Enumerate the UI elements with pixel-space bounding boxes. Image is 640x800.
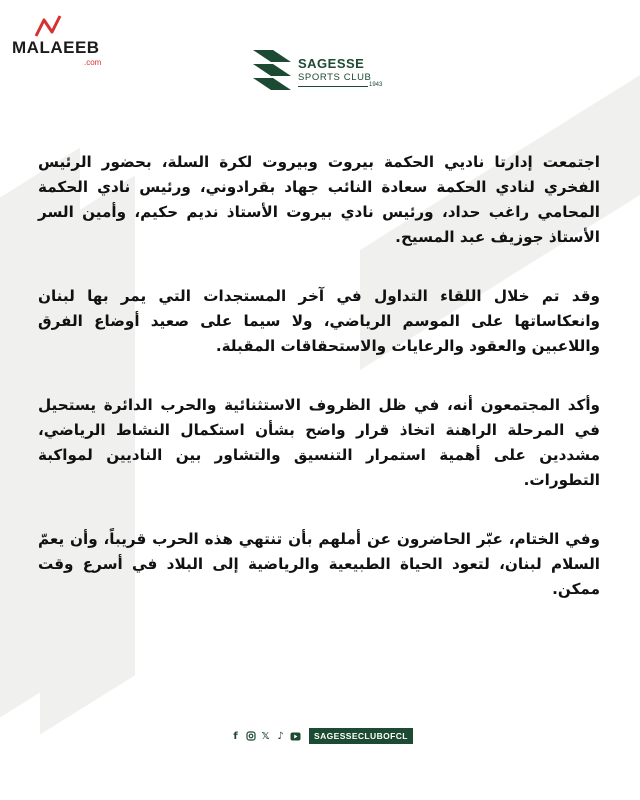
- social-footer: [230, 728, 413, 744]
- statement-paragraph: وقد تم خلال اللقاء التداول في آخر المستجدات التي يمر بها لبنان وانعكاساتها على الموسم الرياضي، ولا سيما على صعيد أوضاع الفرق واللاعبين والعقود والرعايات والاستحقاقات المقبلة.: [38, 287, 600, 355]
- logo-divider: [298, 86, 368, 87]
- malaeeb-mark-icon: [34, 14, 74, 40]
- watermark-brand: MALAEEB: [12, 38, 100, 57]
- club-logo: [251, 48, 401, 92]
- statement-body: [38, 150, 600, 636]
- youtube-icon[interactable]: [290, 731, 301, 742]
- x-icon[interactable]: 𝕏: [261, 730, 270, 742]
- social-handle[interactable]: SAGESSECLUBOFCL: [309, 728, 413, 744]
- club-subtitle: SPORTS CLUB: [298, 72, 372, 83]
- sagesse-logo-icon: [251, 48, 293, 92]
- club-name: SAGESSE: [298, 56, 365, 71]
- club-year: 1943: [369, 82, 383, 88]
- statement-paragraph: وفي الختام، عبّر الحاضرون عن أملهم بأن تنتهي هذه الحرب قريباً، وأن يعمّ السلام لبنان، لتعود الحياة الطبيعية والرياضية إلى البلاد في أسرع وقت ممكن.: [38, 530, 600, 598]
- instagram-icon[interactable]: [245, 731, 256, 742]
- facebook-icon[interactable]: f: [233, 730, 238, 742]
- statement-paragraph: اجتمعت إدارتا ناديي الحكمة بيروت وبيروت لكرة السلة، بحضور الرئيس الفخري لنادي الحكمة سعادة النائب جهاد بقرادوني، ورئيس نادي الحكمة المحامي راغب حداد، ورئيس نادي بيروت الأستاذ نديم حكيم، وأمين السر الأستاذ جوزيف عبد المسيح.: [38, 153, 600, 246]
- watermark-suffix: .com: [84, 58, 102, 67]
- statement-paragraph: وأكد المجتمعون أنه، في ظل الظروف الاستثنائية والحرب الدائرة يستحيل في المرحلة الراهنة اتخاذ قرار واضح بشأن استكمال النشاط الرياضي، مشددين على أهمية استمرار التنسيق والتشاور بين الناديين لمواكبة التطورات.: [38, 396, 600, 489]
- malaeeb-watermark: [12, 14, 122, 67]
- tiktok-icon[interactable]: ♪: [277, 730, 284, 742]
